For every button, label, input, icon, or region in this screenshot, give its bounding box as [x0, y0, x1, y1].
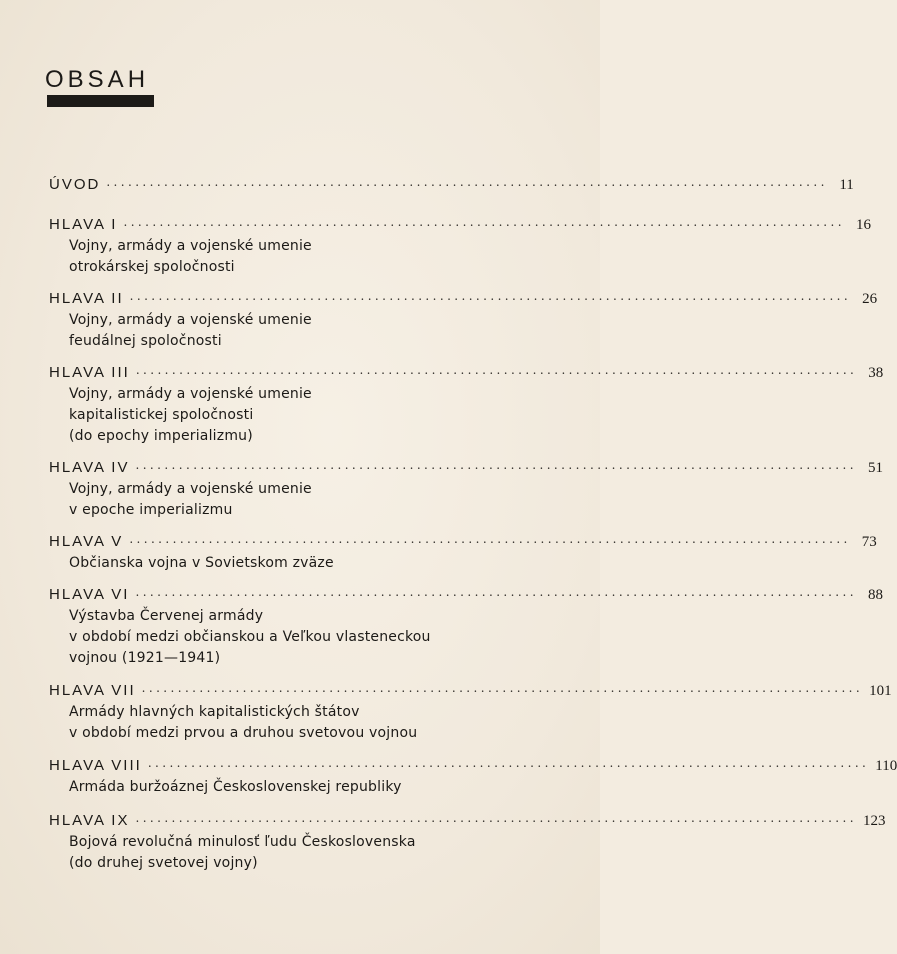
heading-underline-bar [47, 95, 154, 107]
toc-entry-line: kapitalistickej spoločnosti [69, 407, 254, 423]
toc-entry-line: Vojny, armády a vojenské umenie [69, 238, 312, 254]
toc-entry-label: HLAVA VII [49, 682, 136, 699]
toc-entry-page-number: 73 [861, 534, 877, 550]
dot-leader: .................................................................................................... [135, 585, 857, 599]
dot-leader: .................................................................................................... [141, 681, 864, 695]
toc-entry-label: HLAVA VIII [49, 757, 142, 774]
dot-leader: .................................................................................................... [123, 215, 845, 229]
toc-entry-header [49, 289, 878, 310]
toc-entry-description [69, 702, 539, 744]
toc-entry-page-number: 51 [867, 460, 883, 476]
toc-entry-line: vojnou (1921—1941) [69, 650, 221, 666]
toc-entry-header [49, 532, 877, 553]
toc-entry-description [69, 384, 539, 447]
toc-entry-hlava-7[interactable] [49, 681, 892, 744]
dot-leader: .................................................................................................... [129, 532, 851, 546]
toc-entry-line: v období medzi prvou a druhou svetovou vojnou [69, 725, 418, 741]
toc-entry-page-number: 110 [875, 758, 897, 774]
toc-entry-header [49, 681, 892, 702]
toc-entry-hlava-6[interactable] [49, 585, 883, 669]
toc-entry-header [49, 756, 897, 777]
toc-entry-header [49, 215, 871, 236]
toc-entry-label: ÚVOD [49, 176, 101, 193]
toc-entry-line: Armády hlavných kapitalistických štátov [69, 704, 360, 720]
toc-heading: OBSAH [45, 66, 150, 93]
toc-entry-page-number: 101 [869, 683, 892, 699]
toc-entry-description [69, 310, 539, 352]
toc-entry-label: HLAVA V [49, 533, 124, 550]
toc-entry-description [69, 553, 539, 574]
toc-entry-description [69, 777, 539, 798]
toc-entry-hlava-1[interactable] [49, 215, 871, 278]
toc-entry-page-number: 123 [862, 813, 886, 829]
toc-entry-label: HLAVA IX [49, 812, 130, 829]
dot-leader: .................................................................................................... [135, 363, 858, 377]
toc-entry-line: Vojny, armády a vojenské umenie [69, 481, 312, 497]
toc-entry-label: HLAVA III [49, 364, 130, 381]
toc-entry-page-number: 16 [855, 217, 871, 233]
toc-entry-description [69, 832, 539, 874]
toc-entry-line: v období medzi občianskou a Veľkou vlasteneckou [69, 629, 431, 645]
toc-entry-line: feudálnej spoločnosti [69, 333, 222, 349]
toc-entry-line: otrokárskej spoločnosti [69, 259, 235, 275]
toc-entry-label: HLAVA I [49, 216, 118, 233]
toc-entry-header [49, 811, 886, 832]
toc-entry-label: HLAVA VI [49, 586, 130, 603]
toc-entry-header [49, 585, 883, 606]
toc-entry-hlava-8[interactable] [49, 756, 897, 798]
toc-entry-line: Výstavba Červenej armády [69, 608, 264, 624]
toc-entry-line: Bojová revolučná minulosť ľudu Československa [69, 834, 416, 850]
toc-entry-hlava-2[interactable] [49, 289, 878, 352]
toc-entry-line: Armáda buržoáznej Československej republiky [69, 779, 402, 795]
toc-entry-header [49, 363, 884, 384]
toc-entry-page-number: 38 [868, 365, 884, 381]
toc-entry-hlava-4[interactable] [49, 458, 883, 521]
dot-leader: .................................................................................................... [135, 458, 857, 472]
toc-entry-page-number: 11 [839, 177, 854, 193]
toc-entry-line: Vojny, armády a vojenské umenie [69, 386, 312, 402]
toc-entry-page-number: 88 [867, 587, 883, 603]
dot-leader: .................................................................................................... [106, 175, 828, 189]
toc-entry-description [69, 236, 539, 278]
dot-leader: .................................................................................................... [129, 289, 852, 303]
toc-entry-line: (do druhej svetovej vojny) [69, 855, 258, 871]
toc-entry-hlava-3[interactable] [49, 363, 884, 447]
toc-entry-line: v epoche imperializmu [69, 502, 233, 518]
dot-leader: .................................................................................................... [147, 756, 870, 770]
toc-entry-hlava-9[interactable] [49, 811, 886, 874]
toc-entry-header [49, 175, 854, 196]
toc-entry-header [49, 458, 883, 479]
toc-entry-label: HLAVA IV [49, 459, 130, 476]
toc-entry-description [69, 479, 539, 521]
toc-entry-line: (do epochy imperializmu) [69, 428, 253, 444]
toc-entry-uvod[interactable] [49, 175, 854, 196]
toc-entry-label: HLAVA II [49, 290, 124, 307]
toc-entry-page-number: 26 [862, 291, 878, 307]
toc-entry-description [69, 606, 539, 669]
toc-entry-hlava-5[interactable] [49, 532, 877, 574]
dot-leader: .................................................................................................... [135, 811, 857, 825]
toc-entry-line: Občianska vojna v Sovietskom zväze [69, 555, 334, 571]
toc-entry-line: Vojny, armády a vojenské umenie [69, 312, 312, 328]
